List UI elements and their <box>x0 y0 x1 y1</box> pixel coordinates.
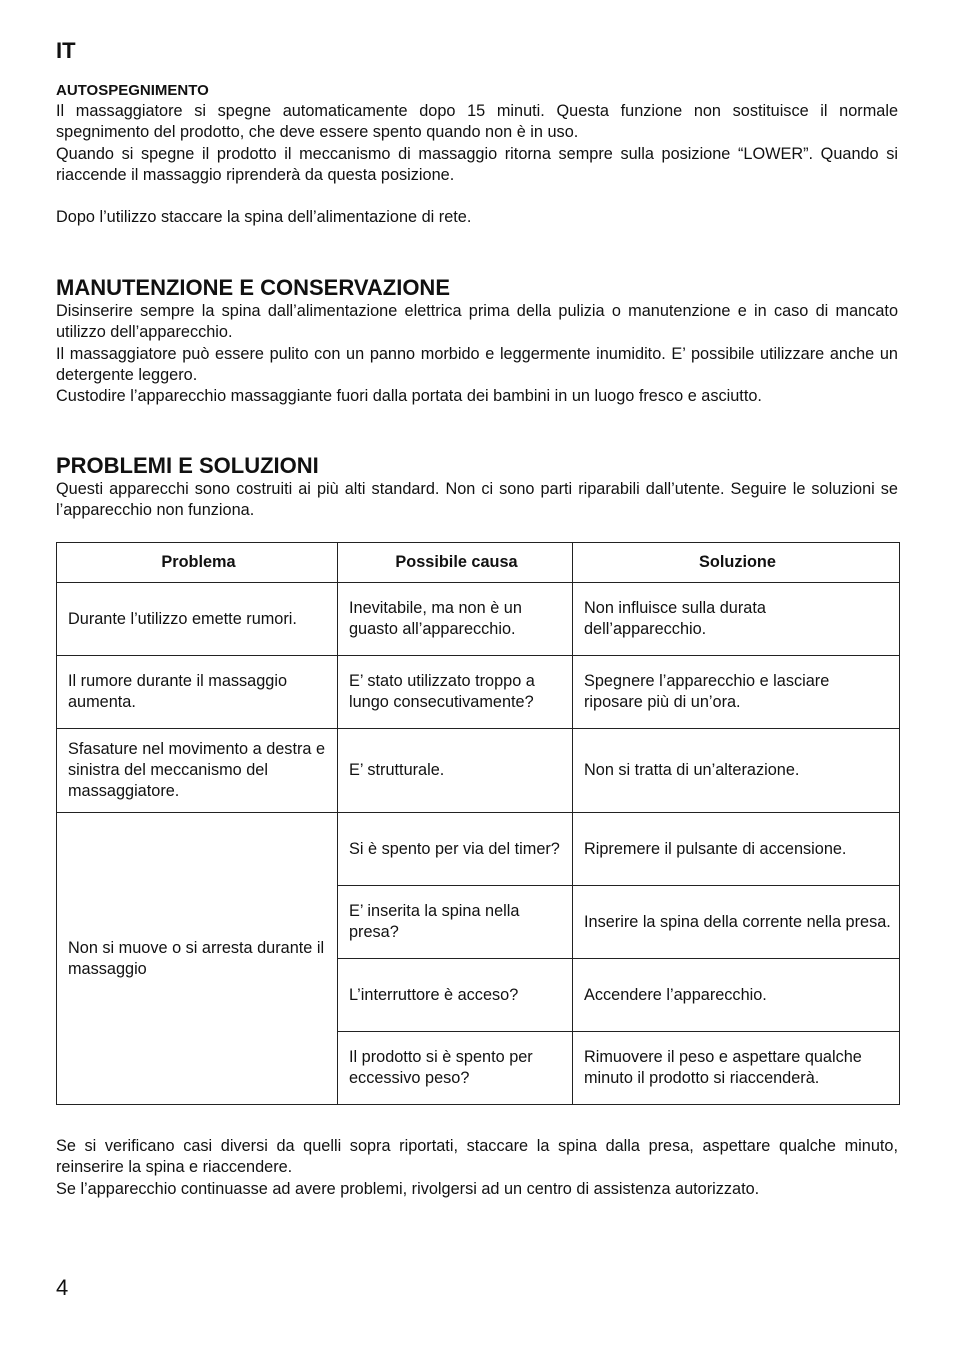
solution-cell: Ripremere il pulsante di accensione. <box>573 813 900 886</box>
table-row <box>57 813 900 886</box>
solution-cell: Non si tratta di un’alterazione. <box>573 729 900 813</box>
table-row <box>57 729 900 813</box>
troubleshooting-section <box>56 453 898 522</box>
problem-cell: Durante l’utilizzo emette rumori. <box>57 583 338 656</box>
maintenance-paragraph-2: Il massaggiatore può essere pulito con un panno morbido e leggermente inumidito. E’ possibile utilizzare anche un detergente leggero. <box>56 344 898 384</box>
auto-off-paragraph-1: Il massaggiatore si spegne automaticamente dopo 15 minuti. Questa funzione non sostituisce il normale spegnimento del prodotto, che deve essere spento quando non è in uso. <box>56 102 898 142</box>
language-tag: IT <box>56 38 76 63</box>
table-row <box>57 656 900 729</box>
cause-cell: Inevitabile, ma non è un guasto all’apparecchio. <box>338 583 573 656</box>
auto-off-paragraph-3: Dopo l’utilizzo staccare la spina dell’alimentazione di rete. <box>56 208 472 227</box>
header-solution: Soluzione <box>573 543 900 583</box>
troubleshooting-intro: Questi apparecchi sono costruiti ai più alti standard. Non ci sono parti riparabili dall’utente. Seguire le soluzioni se l’apparecchio non funziona. <box>56 480 898 520</box>
solution-cell: Inserire la spina della corrente nella presa. <box>573 886 900 959</box>
cause-cell: Si è spento per via del timer? <box>338 813 573 886</box>
solution-cell: Non influisce sulla durata dell’apparecchio. <box>573 583 900 656</box>
auto-off-paragraph-2: Quando si spegne il prodotto il meccanismo di massaggio ritorna sempre sulla posizione “LOWER”. Quando si riaccende il massaggio riprenderà da questa posizione. <box>56 144 898 184</box>
solution-cell: Accendere l’apparecchio. <box>573 959 900 1032</box>
problem-cell-merged: Non si muove o si arresta durante il massaggio <box>57 813 338 1105</box>
closing-section <box>56 1136 898 1200</box>
maintenance-section <box>56 275 898 407</box>
cause-cell: L’interruttore è acceso? <box>338 959 573 1032</box>
maintenance-paragraph-3: Custodire l’apparecchio massaggiante fuori dalla portata dei bambini in un luogo fresco e asciutto. <box>56 387 762 406</box>
maintenance-heading: MANUTENZIONE E CONSERVAZIONE <box>56 275 450 300</box>
cause-cell: E’ stato utilizzato troppo a lungo consecutivamente? <box>338 656 573 729</box>
page-number: 4 <box>56 1275 69 1300</box>
cause-cell: Il prodotto si è spento per eccessivo peso? <box>338 1032 573 1105</box>
auto-off-heading: AUTOSPEGNIMENTO <box>56 82 209 99</box>
cause-cell: E’ inserita la spina nella presa? <box>338 886 573 959</box>
header-cause: Possibile causa <box>338 543 573 583</box>
cause-cell: E’ strutturale. <box>338 729 573 813</box>
problem-cell: Sfasature nel movimento a destra e sinistra del meccanismo del massaggiatore. <box>57 729 338 813</box>
table-row <box>57 583 900 656</box>
solution-cell: Spegnere l’apparecchio e lasciare riposare più di un’ora. <box>573 656 900 729</box>
solution-cell: Rimuovere il peso e aspettare qualche minuto il prodotto si riaccenderà. <box>573 1032 900 1105</box>
problem-cell: Il rumore durante il massaggio aumenta. <box>57 656 338 729</box>
troubleshooting-heading: PROBLEMI E SOLUZIONI <box>56 453 319 478</box>
maintenance-paragraph-1: Disinserire sempre la spina dall’alimentazione elettrica prima della pulizia o manutenzione e in caso di mancato utilizzo dell’apparecchio. <box>56 302 898 342</box>
troubleshooting-table <box>56 542 900 1105</box>
closing-paragraph-1: Se si verificano casi diversi da quelli sopra riportati, staccare la spina dalla presa, aspettare qualche minuto, reinserire la spina e riaccendere. <box>56 1137 898 1177</box>
auto-off-section <box>56 80 898 228</box>
header-problem: Problema <box>57 543 338 583</box>
closing-paragraph-2: Se l’apparecchio continuasse ad avere problemi, rivolgersi ad un centro di assistenza autorizzato. <box>56 1179 760 1198</box>
table-header-row <box>57 543 900 583</box>
